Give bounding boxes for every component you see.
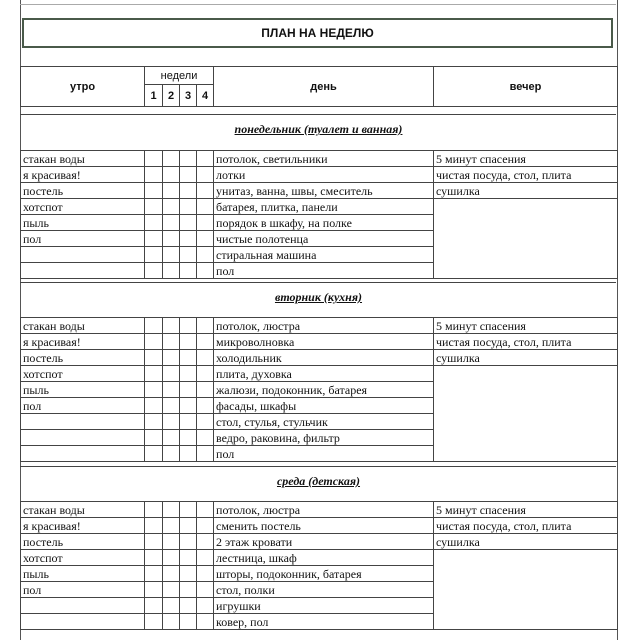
week-3: 3 (180, 85, 197, 107)
day-task: порядок в шкафу, на полке (214, 215, 434, 231)
morning-task: пол (21, 582, 145, 598)
morning-task: я красивая! (21, 334, 145, 350)
table-row (21, 614, 618, 630)
week-checkbox[interactable] (145, 502, 163, 518)
week-1: 1 (145, 85, 163, 107)
day-task: игрушки (214, 598, 434, 614)
week-checkbox[interactable] (197, 366, 214, 382)
day-task: стол, полки (214, 582, 434, 598)
evening-task (434, 582, 618, 598)
week-checkbox[interactable] (180, 247, 197, 263)
week-checkbox[interactable] (197, 350, 214, 366)
day-task: холодильник (214, 350, 434, 366)
week-checkbox[interactable] (197, 398, 214, 414)
day-task: лотки (214, 167, 434, 183)
week-checkbox[interactable] (145, 398, 163, 414)
evening-task (434, 430, 618, 446)
week-checkbox[interactable] (163, 334, 180, 350)
week-checkbox[interactable] (180, 183, 197, 199)
week-checkbox[interactable] (180, 550, 197, 566)
week-checkbox[interactable] (180, 518, 197, 534)
evening-task: сушилка (434, 183, 618, 199)
morning-task: постель (21, 534, 145, 550)
evening-task: чистая посуда, стол, плита (434, 334, 618, 350)
rule (20, 282, 616, 283)
evening-task (434, 398, 618, 414)
evening-task (434, 263, 618, 279)
morning-task: я красивая! (21, 518, 145, 534)
table-row (21, 534, 618, 550)
week-checkbox[interactable] (197, 414, 214, 430)
week-checkbox[interactable] (145, 534, 163, 550)
evening-task: чистая посуда, стол, плита (434, 518, 618, 534)
morning-task: хотспот (21, 199, 145, 215)
week-checkbox[interactable] (197, 183, 214, 199)
week-checkbox[interactable] (145, 430, 163, 446)
evening-task: 5 минут спасения (434, 151, 618, 167)
day-task: фасады, шкафы (214, 398, 434, 414)
week-checkbox[interactable] (197, 550, 214, 566)
week-checkbox[interactable] (163, 550, 180, 566)
table-row (21, 446, 618, 462)
week-checkbox[interactable] (145, 446, 163, 462)
table-row (21, 550, 618, 566)
morning-task: пыль (21, 215, 145, 231)
day-task: стиральная машина (214, 247, 434, 263)
table-row (21, 318, 618, 334)
week-checkbox[interactable] (163, 215, 180, 231)
table-row (21, 151, 618, 167)
week-checkbox[interactable] (180, 502, 197, 518)
table-row (21, 350, 618, 366)
day-task: пол (214, 446, 434, 462)
day-task: пол (214, 263, 434, 279)
morning-task: пол (21, 398, 145, 414)
week-checkbox[interactable] (145, 263, 163, 279)
table-row (21, 199, 618, 215)
week-checkbox[interactable] (197, 582, 214, 598)
week-checkbox[interactable] (197, 614, 214, 630)
evening-task: 5 минут спасения (434, 318, 618, 334)
section-title-tuesday: вторник (кухня) (274, 290, 363, 304)
day-task: ведро, раковина, фильтр (214, 430, 434, 446)
table-row (21, 502, 618, 518)
week-checkbox[interactable] (180, 263, 197, 279)
rule (20, 114, 616, 115)
week-checkbox[interactable] (197, 534, 214, 550)
evening-task (434, 382, 618, 398)
week-checkbox[interactable] (163, 598, 180, 614)
week-checkbox[interactable] (197, 334, 214, 350)
day-task: потолок, люстра (214, 318, 434, 334)
section-title-wednesday: среда (детская) (276, 474, 361, 488)
day-task: потолок, светильники (214, 151, 434, 167)
week-checkbox[interactable] (180, 199, 197, 215)
day-task: жалюзи, подоконник, батарея (214, 382, 434, 398)
week-checkbox[interactable] (163, 502, 180, 518)
evening-task: чистая посуда, стол, плита (434, 167, 618, 183)
evening-task (434, 598, 618, 614)
morning-task (21, 430, 145, 446)
week-checkbox[interactable] (197, 263, 214, 279)
week-checkbox[interactable] (180, 446, 197, 462)
rule (20, 466, 616, 467)
table-row (21, 231, 618, 247)
week-checkbox[interactable] (145, 334, 163, 350)
day-task: плита, духовка (214, 366, 434, 382)
morning-task: постель (21, 183, 145, 199)
evening-task (434, 566, 618, 582)
day-task: 2 этаж кровати (214, 534, 434, 550)
morning-task (21, 247, 145, 263)
morning-task: постель (21, 350, 145, 366)
week-checkbox[interactable] (180, 334, 197, 350)
week-checkbox[interactable] (180, 167, 197, 183)
week-checkbox[interactable] (145, 382, 163, 398)
week-checkbox[interactable] (180, 414, 197, 430)
day-task: микроволновка (214, 334, 434, 350)
week-checkbox[interactable] (163, 534, 180, 550)
section-table (20, 317, 618, 462)
morning-task: стакан воды (21, 502, 145, 518)
week-checkbox[interactable] (197, 518, 214, 534)
week-checkbox[interactable] (163, 446, 180, 462)
day-task: потолок, люстра (214, 502, 434, 518)
evening-task: сушилка (434, 350, 618, 366)
evening-task (434, 446, 618, 462)
week-checkbox[interactable] (163, 263, 180, 279)
week-checkbox[interactable] (145, 199, 163, 215)
morning-task (21, 414, 145, 430)
table-row (21, 167, 618, 183)
week-checkbox[interactable] (145, 518, 163, 534)
morning-task: стакан воды (21, 151, 145, 167)
evening-task (434, 215, 618, 231)
week-checkbox[interactable] (145, 183, 163, 199)
table-row (21, 598, 618, 614)
morning-task (21, 446, 145, 462)
table-row (21, 382, 618, 398)
table-row (21, 430, 618, 446)
week-checkbox[interactable] (145, 614, 163, 630)
week-checkbox[interactable] (197, 446, 214, 462)
day-task: чистые полотенца (214, 231, 434, 247)
evening-task (434, 366, 618, 382)
page-title: ПЛАН НА НЕДЕЛЮ (22, 18, 613, 48)
day-task: батарея, плитка, панели (214, 199, 434, 215)
morning-task: хотспот (21, 366, 145, 382)
evening-task (434, 614, 618, 630)
week-checkbox[interactable] (180, 598, 197, 614)
week-checkbox[interactable] (180, 566, 197, 582)
week-checkbox[interactable] (163, 231, 180, 247)
week-checkbox[interactable] (145, 215, 163, 231)
week-checkbox[interactable] (163, 414, 180, 430)
table-row (21, 566, 618, 582)
evening-task (434, 414, 618, 430)
week-checkbox[interactable] (163, 382, 180, 398)
week-checkbox[interactable] (145, 350, 163, 366)
morning-task: пол (21, 231, 145, 247)
evening-task (434, 247, 618, 263)
table-row (21, 366, 618, 382)
week-checkbox[interactable] (145, 598, 163, 614)
week-checkbox[interactable] (197, 231, 214, 247)
day-task: ковер, пол (214, 614, 434, 630)
week-checkbox[interactable] (180, 366, 197, 382)
week-checkbox[interactable] (145, 167, 163, 183)
day-task: шторы, подоконник, батарея (214, 566, 434, 582)
week-checkbox[interactable] (163, 318, 180, 334)
week-checkbox[interactable] (163, 398, 180, 414)
morning-task: я красивая! (21, 167, 145, 183)
week-checkbox[interactable] (180, 318, 197, 334)
week-checkbox[interactable] (163, 582, 180, 598)
week-checkbox[interactable] (145, 582, 163, 598)
morning-task: пыль (21, 382, 145, 398)
section-table (20, 501, 618, 630)
header-day: день (214, 67, 434, 107)
week-checkbox[interactable] (163, 167, 180, 183)
week-checkbox[interactable] (163, 566, 180, 582)
week-checkbox[interactable] (197, 598, 214, 614)
week-checkbox[interactable] (197, 318, 214, 334)
evening-task: 5 минут спасения (434, 502, 618, 518)
morning-task (21, 598, 145, 614)
morning-task (21, 614, 145, 630)
table-row (21, 247, 618, 263)
week-checkbox[interactable] (180, 151, 197, 167)
week-checkbox[interactable] (180, 231, 197, 247)
day-task: сменить постель (214, 518, 434, 534)
week-checkbox[interactable] (197, 151, 214, 167)
week-checkbox[interactable] (197, 167, 214, 183)
morning-task: хотспот (21, 550, 145, 566)
header-weeks: недели (145, 67, 214, 85)
header-table (20, 66, 618, 107)
table-row (21, 414, 618, 430)
table-row (21, 398, 618, 414)
section-title-monday: понедельник (туалет и ванная) (234, 122, 403, 136)
day-task: стол, стулья, стульчик (214, 414, 434, 430)
table-row (21, 518, 618, 534)
week-checkbox[interactable] (180, 350, 197, 366)
week-checkbox[interactable] (145, 247, 163, 263)
table-row (21, 334, 618, 350)
week-checkbox[interactable] (163, 199, 180, 215)
section-table (20, 150, 618, 279)
week-2: 2 (163, 85, 180, 107)
week-checkbox[interactable] (197, 382, 214, 398)
table-row (21, 215, 618, 231)
week-checkbox[interactable] (145, 318, 163, 334)
week-checkbox[interactable] (180, 398, 197, 414)
week-checkbox[interactable] (180, 430, 197, 446)
evening-task (434, 550, 618, 566)
week-checkbox[interactable] (197, 199, 214, 215)
week-checkbox[interactable] (145, 414, 163, 430)
table-row (21, 263, 618, 279)
morning-task: пыль (21, 566, 145, 582)
week-checkbox[interactable] (163, 183, 180, 199)
top-rule (20, 4, 616, 5)
week-checkbox[interactable] (180, 215, 197, 231)
table-row (21, 582, 618, 598)
week-checkbox[interactable] (197, 502, 214, 518)
day-task: унитаз, ванна, швы, смеситель (214, 183, 434, 199)
evening-task (434, 199, 618, 215)
week-checkbox[interactable] (197, 215, 214, 231)
week-4: 4 (197, 85, 214, 107)
morning-task (21, 263, 145, 279)
evening-task (434, 231, 618, 247)
header-morning: утро (21, 67, 145, 107)
morning-task: стакан воды (21, 318, 145, 334)
week-checkbox[interactable] (180, 614, 197, 630)
week-checkbox[interactable] (163, 430, 180, 446)
week-checkbox[interactable] (145, 151, 163, 167)
week-checkbox[interactable] (163, 247, 180, 263)
week-checkbox[interactable] (197, 566, 214, 582)
week-checkbox[interactable] (180, 382, 197, 398)
week-checkbox[interactable] (197, 430, 214, 446)
table-row (21, 183, 618, 199)
week-checkbox[interactable] (145, 366, 163, 382)
week-checkbox[interactable] (163, 151, 180, 167)
week-checkbox[interactable] (163, 518, 180, 534)
week-checkbox[interactable] (163, 366, 180, 382)
week-checkbox[interactable] (197, 247, 214, 263)
week-checkbox[interactable] (180, 582, 197, 598)
header-evening: вечер (434, 67, 618, 107)
evening-task: сушилка (434, 534, 618, 550)
week-checkbox[interactable] (163, 350, 180, 366)
week-checkbox[interactable] (145, 550, 163, 566)
week-checkbox[interactable] (145, 231, 163, 247)
week-checkbox[interactable] (145, 566, 163, 582)
week-checkbox[interactable] (163, 614, 180, 630)
week-checkbox[interactable] (180, 534, 197, 550)
day-task: лестница, шкаф (214, 550, 434, 566)
